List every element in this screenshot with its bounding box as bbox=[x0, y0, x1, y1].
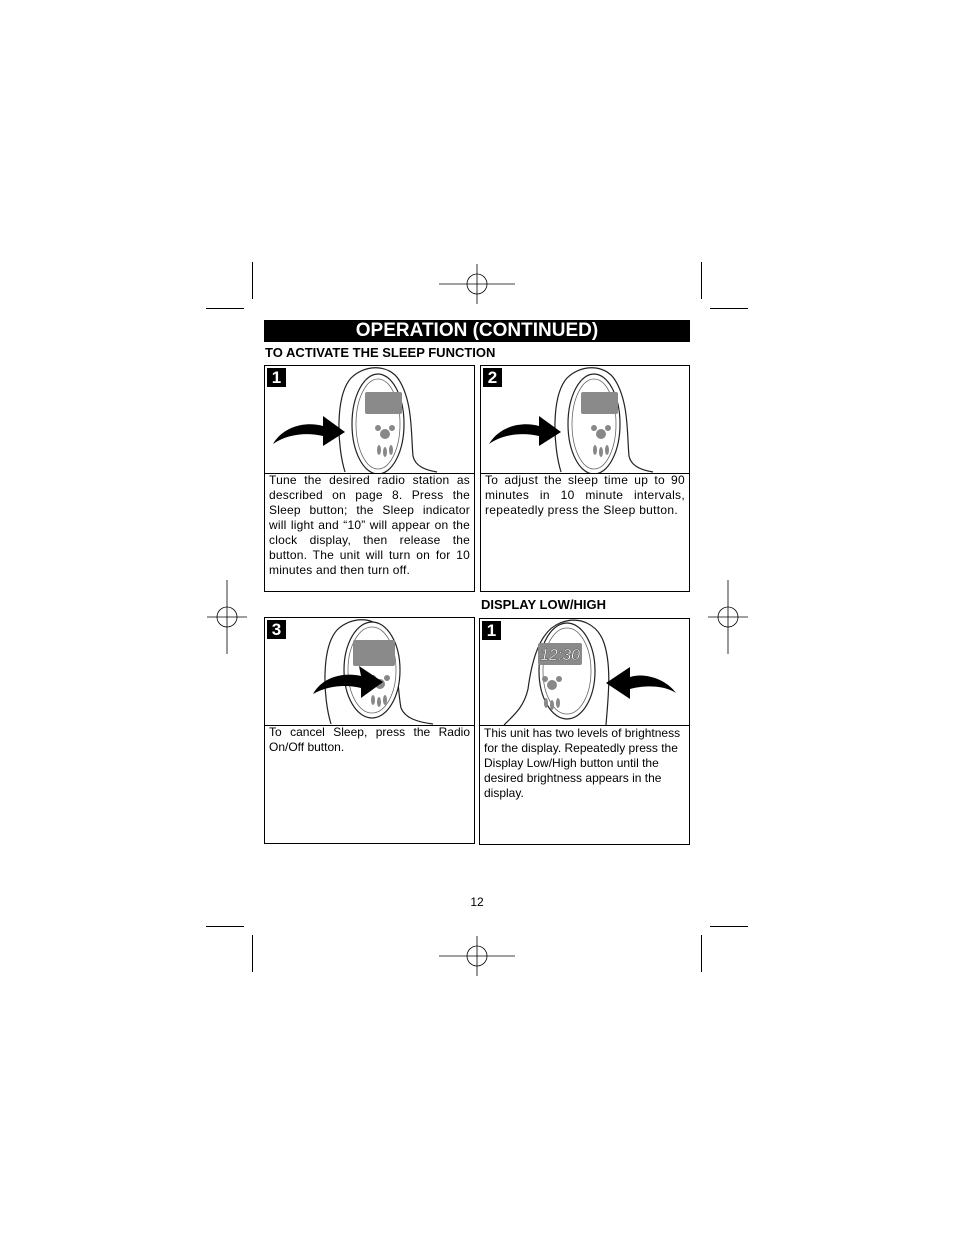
step-number: 1 bbox=[482, 621, 501, 640]
clock-radio-illustration bbox=[265, 366, 474, 474]
arrow-icon bbox=[273, 416, 345, 446]
crop-mark bbox=[252, 935, 253, 972]
step-description: To adjust the sleep time up to 90 minutes in 10 minute intervals, repeatedly press the Sleep button. bbox=[485, 473, 685, 517]
step-number: 3 bbox=[267, 620, 286, 639]
step-description: Tune the desired radio station as described on page 8. Press the Sleep button; the Sleep indicator will light and “10” will appear on the clock display, then release the button. The unit will turn on for 10 minutes and then turn off. bbox=[269, 473, 470, 577]
registration-mark-icon bbox=[207, 580, 247, 654]
step-description: To cancel Sleep, press the Radio On/Off button. bbox=[269, 725, 470, 754]
display-step-1-panel bbox=[479, 618, 690, 845]
step-number: 1 bbox=[267, 368, 286, 387]
crop-mark bbox=[710, 308, 748, 309]
crop-mark bbox=[252, 262, 253, 299]
section-title-sleep: TO ACTIVATE THE SLEEP FUNCTION bbox=[265, 345, 496, 360]
clock-radio-illustration bbox=[265, 618, 474, 726]
crop-mark bbox=[701, 262, 702, 299]
registration-mark-icon bbox=[439, 936, 515, 976]
crop-mark bbox=[206, 308, 244, 309]
page-number: 12 bbox=[470, 895, 484, 909]
clock-radio-illustration bbox=[481, 366, 689, 474]
crop-mark bbox=[710, 926, 748, 927]
step-description: This unit has two levels of brightness for the display. Repeatedly press the Display Low/High button until the desired brightness appears in the display. bbox=[484, 726, 681, 800]
crop-mark bbox=[701, 935, 702, 972]
sleep-step-1-panel bbox=[264, 365, 475, 592]
section-title-display: DISPLAY LOW/HIGH bbox=[481, 597, 606, 612]
registration-mark-icon bbox=[439, 264, 515, 304]
sleep-step-3-panel bbox=[264, 617, 475, 844]
clock-readout: 12:30 bbox=[539, 647, 581, 664]
sleep-step-2-panel bbox=[480, 365, 690, 592]
crop-mark bbox=[206, 926, 244, 927]
arrow-icon bbox=[606, 667, 676, 699]
step-number: 2 bbox=[483, 368, 502, 387]
arrow-icon bbox=[489, 416, 561, 446]
page-title: OPERATION (CONTINUED) bbox=[264, 320, 690, 342]
clock-radio-illustration bbox=[480, 619, 689, 726]
registration-mark-icon bbox=[708, 580, 748, 654]
